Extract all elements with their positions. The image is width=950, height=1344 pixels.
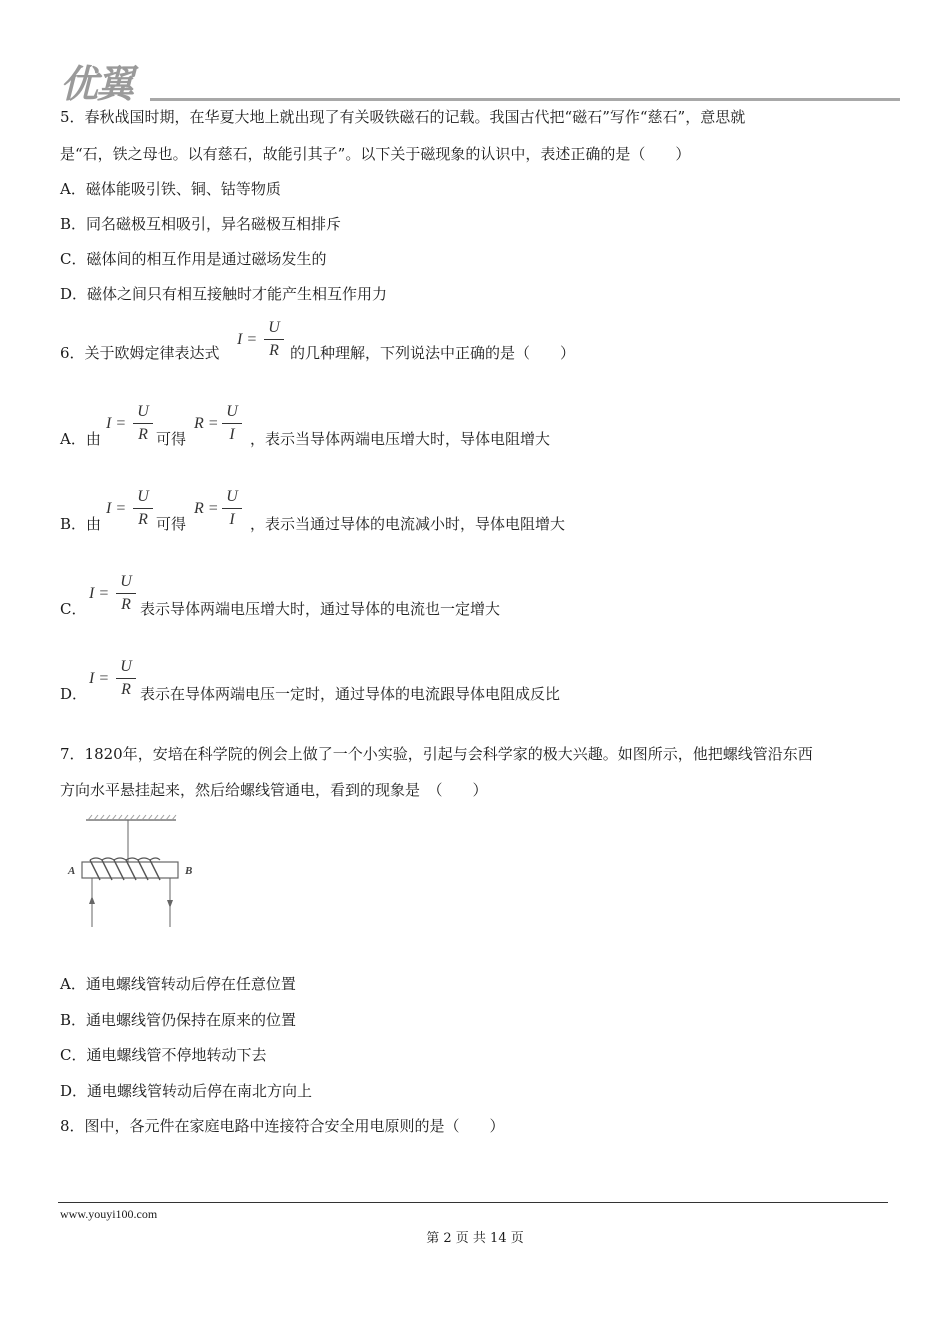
header-rule: [150, 98, 900, 101]
formula-lhs: I =: [89, 670, 110, 687]
fraction-bar: [222, 508, 242, 509]
q5-stem-line2: 是“石，铁之母也。以有慈石，故能引其子”。以下关于磁现象的认识中，表述正确的是（ ）: [60, 145, 691, 163]
q7-option-d: D．通电螺线管转动后停在南北方向上: [60, 1082, 313, 1100]
q7-option-b: B．通电螺线管仍保持在原来的位置: [60, 1011, 297, 1029]
formula-r-fraction: [222, 487, 242, 530]
formula-numerator: U: [120, 658, 132, 675]
formula-numerator: U: [120, 573, 132, 590]
formula-fraction: [116, 572, 136, 615]
q6-option-d-label: D．: [60, 685, 88, 703]
q5-option-c: C．磁体间的相互作用是通过磁场发生的: [60, 250, 327, 268]
formula-lhs: I =: [106, 415, 127, 432]
logo: 优翼: [60, 62, 133, 106]
formula-numerator: U: [137, 403, 149, 420]
formula-fraction: [133, 402, 153, 445]
formula-lhs: I =: [106, 500, 127, 517]
formula-numerator: U: [137, 488, 149, 505]
solenoid-label-a: A: [68, 865, 76, 877]
footer-url: www.youyi100.com: [60, 1207, 158, 1221]
q7-option-a: A．通电螺线管转动后停在任意位置: [60, 975, 296, 993]
q6-option-a-middle: 可得: [156, 430, 187, 448]
formula-lhs: I =: [89, 585, 110, 602]
formula-r-fraction: [222, 402, 242, 445]
formula-numerator: U: [268, 319, 280, 336]
current-arrow-down-icon: [167, 900, 173, 908]
coil-loops: [90, 858, 160, 860]
q6-stem-before: 6．关于欧姆定律表达式: [60, 344, 220, 362]
fraction-bar: [264, 339, 284, 340]
q6-option-a-label: A．由: [60, 430, 101, 448]
formula-r-denominator: I: [229, 426, 235, 443]
q5-option-d: D．磁体之间只有相互接触时才能产生相互作用力: [60, 285, 388, 303]
current-arrow-up-icon: [89, 896, 95, 904]
q6-option-b-middle: 可得: [156, 515, 187, 533]
q7-stem-line1: 7．1820年，安培在科学院的例会上做了一个小实验，引起与会科学家的极大兴趣。如图所示，他把螺线管沿东西: [60, 745, 813, 763]
q6-option-c-text: 表示导体两端电压增大时，通过导体的电流也一定增大: [140, 600, 501, 618]
q6-option-b-text: ，表示当通过导体的电流减小时，导体电阻增大: [250, 515, 566, 533]
q6-option-c-label: C．: [60, 600, 87, 618]
page-number: 第 2 页 共 14 页: [426, 1231, 524, 1246]
q8-stem: 8．图中，各元件在家庭电路中连接符合安全用电原则的是（ ）: [60, 1117, 505, 1135]
q7-option-c: C．通电螺线管不停地转动下去: [60, 1046, 267, 1064]
formula-fraction: [133, 487, 153, 530]
formula-fraction: [264, 318, 284, 361]
formula-r-numerator: U: [226, 403, 238, 420]
formula-lhs: I =: [237, 331, 258, 348]
q6-stem-after: 的几种理解，下列说法中正确的是（ ）: [290, 344, 576, 362]
fraction-bar: [133, 423, 153, 424]
fraction-bar: [116, 678, 136, 679]
fraction-bar: [222, 423, 242, 424]
formula-denominator: R: [269, 342, 279, 359]
formula-denominator: R: [138, 511, 148, 528]
q6-option-d-text: 表示在导体两端电压一定时，通过导体的电流跟导体电阻成反比: [140, 685, 561, 703]
q7-stem-line2: 方向水平悬挂起来，然后给螺线管通电，看到的现象是 （ ）: [60, 781, 488, 799]
coil-windings: [90, 860, 160, 880]
q5-option-b: B．同名磁极互相吸引，异名磁极互相排斥: [60, 215, 342, 233]
q6-option-b-label: B．由: [60, 515, 102, 533]
formula-r-lhs: R =: [194, 500, 219, 517]
q5-option-a: A．磁体能吸引铁、铜、钴等物质: [60, 180, 281, 198]
solenoid-label-b: B: [185, 865, 193, 877]
q5-stem-line1: 5．春秋战国时期，在华夏大地上就出现了有关吸铁磁石的记载。我国古代把“磁石”写作“慈石”，意思就: [60, 108, 746, 126]
fraction-bar: [116, 593, 136, 594]
q6-option-a-text: ，表示当导体两端电压增大时，导体电阻增大: [250, 430, 551, 448]
formula-denominator: R: [138, 426, 148, 443]
formula-r-numerator: U: [226, 488, 238, 505]
fraction-bar: [133, 508, 153, 509]
formula-r-lhs: R =: [194, 415, 219, 432]
footer-rule: [58, 1202, 888, 1203]
formula-fraction: [116, 657, 136, 700]
solenoid-tube: [82, 862, 178, 878]
formula-denominator: R: [121, 596, 131, 613]
formula-denominator: R: [121, 681, 131, 698]
solenoid-figure: [60, 812, 210, 932]
formula-r-denominator: I: [229, 511, 235, 528]
